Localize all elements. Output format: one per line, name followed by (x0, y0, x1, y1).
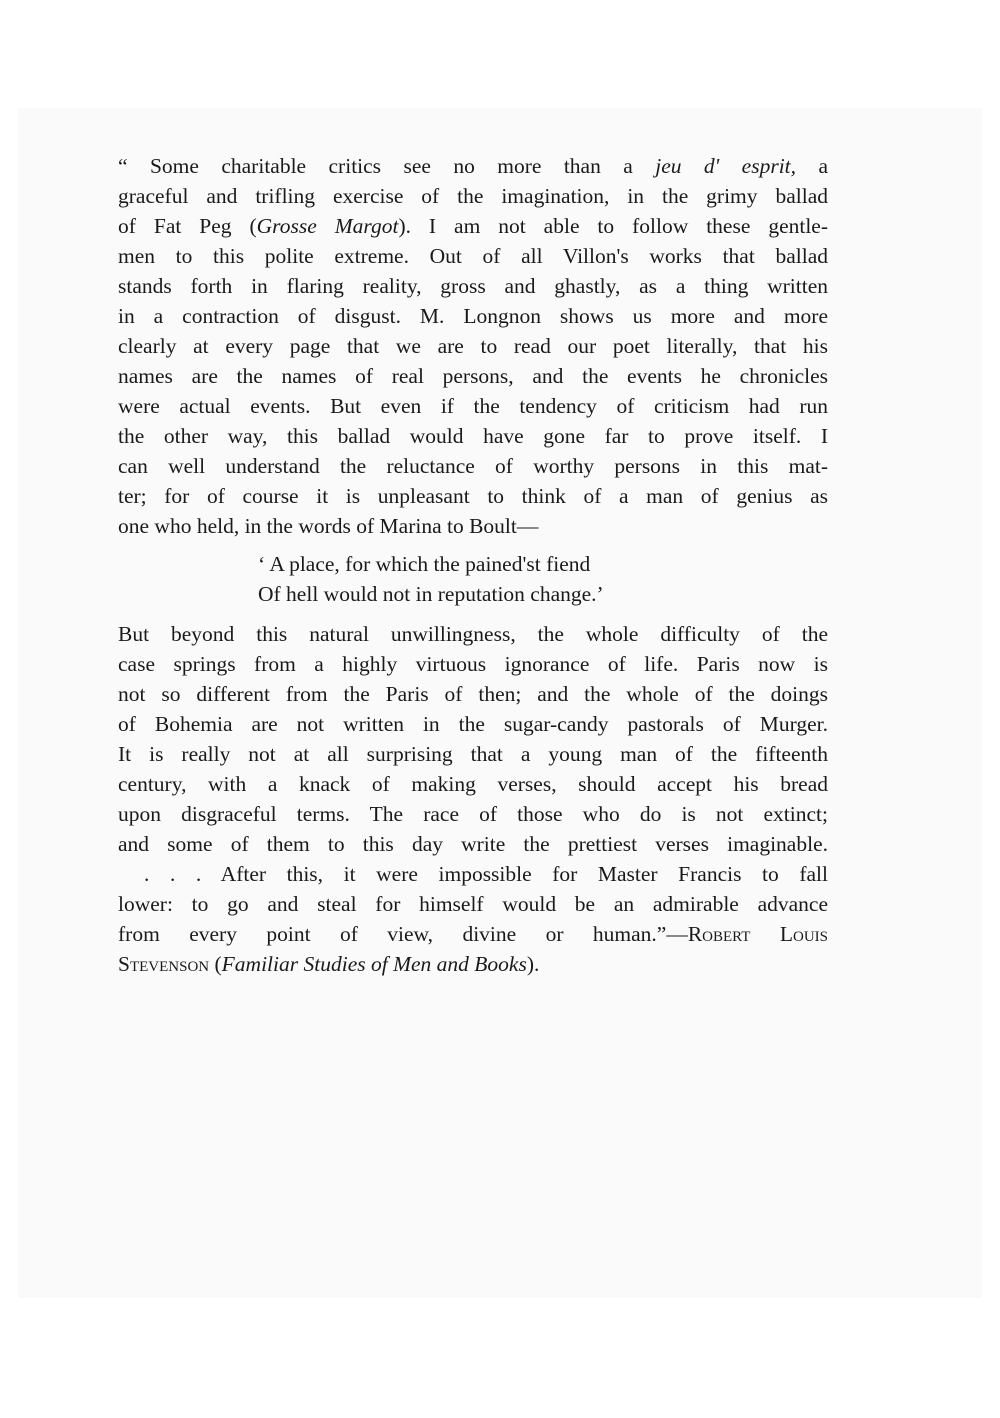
text-line: century, with a knack of making verses, should accept his bread (118, 772, 828, 796)
text-line: in a contraction of disgust. M. Longnon shows us more and more (118, 304, 828, 328)
page-body (118, 151, 828, 979)
text-line: stands forth in flaring reality, gross and ghastly, as a thing written (118, 274, 828, 298)
text-line: from every point of view, divine or human.”—Robert Louis (118, 922, 828, 946)
text-line: But beyond this natural unwillingness, the whole difficulty of the (118, 622, 828, 646)
source-title: Familiar Studies of Men and Books (221, 952, 527, 976)
text-line: case springs from a highly virtuous ignorance of life. Paris now is (118, 652, 828, 676)
text-line: were actual events. But even if the tendency of criticism had run (118, 394, 828, 418)
text-line: . . . After this, it were impossible for Master Francis to fall (144, 862, 828, 886)
italic-title: Grosse Margot (256, 214, 399, 238)
text-line: “ Some charitable critics see no more than a jeu d' esprit, a (118, 154, 828, 178)
verse-line: ‘ A place, for which the pained'st fiend (258, 552, 591, 576)
text-line: men to this polite extreme. Out of all Villon's works that ballad (118, 244, 828, 268)
author-surname: Stevenson (118, 952, 210, 976)
text-line: ter; for of course it is unpleasant to think of a man of genius as (118, 484, 828, 508)
text-line: graceful and trifling exercise of the imagination, in the grimy ballad (118, 184, 828, 208)
text-line: one who held, in the words of Marina to Boult— (118, 514, 539, 538)
text-line: It is really not at all surprising that a young man of the fifteenth (118, 742, 828, 766)
text-line: not so different from the Paris of then; and the whole of the doings (118, 682, 828, 706)
text-line: clearly at every page that we are to read our poet literally, that his (118, 334, 828, 358)
author-name: Robert Louis (687, 922, 828, 946)
verse-line: Of hell would not in reputation change.’ (258, 582, 604, 606)
quotation-paragraph-1 (118, 151, 828, 541)
italic-term: jeu d' esprit, (655, 154, 797, 178)
text-line: of Bohemia are not written in the sugar-candy pastorals of Murger. (118, 712, 828, 736)
text-line: and some of them to this day write the prettiest verses imaginable. (118, 832, 828, 856)
text-line: the other way, this ballad would have gone far to prove itself. I (118, 424, 828, 448)
quotation-paragraph-2 (118, 619, 828, 979)
text-line: of Fat Peg (Grosse Margot). I am not able to follow these gentle- (118, 214, 829, 238)
verse-quote (118, 549, 828, 609)
text-line: names are the names of real persons, and the events he chronicles (118, 364, 828, 388)
text-line: Stevenson (Familiar Studies of Men and Books). (118, 952, 540, 976)
text-line: can well understand the reluctance of worthy persons in this mat- (118, 454, 828, 478)
text-line: upon disgraceful terms. The race of those who do is not extinct; (118, 802, 828, 826)
text-line: lower: to go and steal for himself would be an admirable advance (118, 892, 828, 916)
